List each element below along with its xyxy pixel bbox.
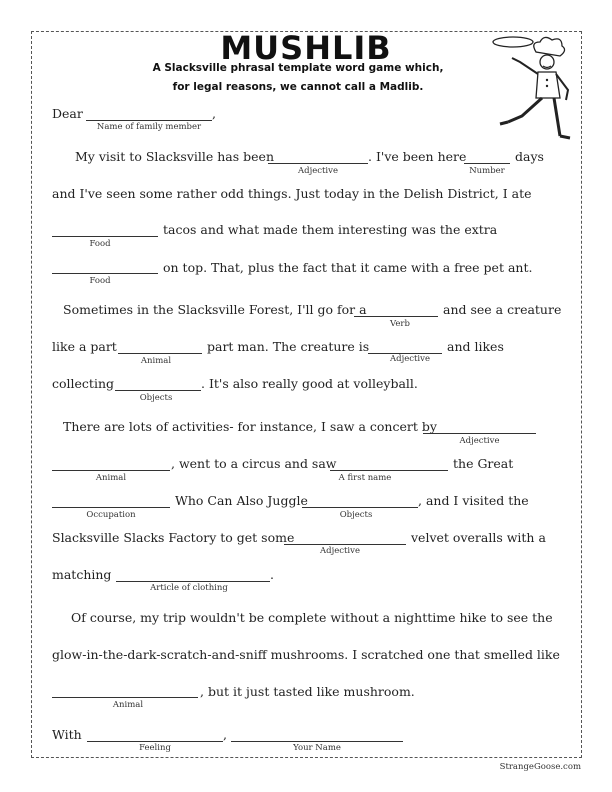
hint-clothing: Article of clothing — [150, 583, 228, 593]
text-like-a-part: like a part — [52, 339, 117, 354]
text-collecting: collecting — [52, 376, 114, 391]
text-volleyball: . It's also really good at volleyball. — [201, 376, 418, 391]
text-on-top: on top. That, plus the fact that it came with a free pet ant. — [163, 260, 533, 275]
page-title: MUSHLIB — [220, 29, 392, 67]
hint-animal-1: Animal — [140, 356, 172, 366]
text-glow: glow-in-the-dark-scratch-and-sniff mushrooms. I scratched one that smelled like — [52, 647, 560, 662]
hint-adjective-3: Adjective — [459, 436, 500, 446]
text-tasted: , but it just tasted like mushroom. — [200, 684, 415, 699]
text-visited: , and I visited the — [418, 493, 529, 508]
hint-your-name: Your Name — [293, 743, 341, 753]
text-of-course: Of course, my trip wouldn't be complete without a nighttime hike to see the — [71, 610, 553, 625]
blank-objects-2[interactable] — [302, 507, 418, 508]
text-days: days — [515, 149, 544, 164]
text-tacos: tacos and what made them interesting was the extra — [163, 222, 498, 237]
text-circus: , went to a circus and saw — [171, 456, 337, 471]
text-period: . — [270, 567, 274, 582]
blank-occupation[interactable] — [52, 507, 170, 508]
text-see-creature: and see a creature — [443, 302, 562, 317]
blank-verb[interactable] — [354, 316, 438, 317]
blank-adjective-3[interactable] — [423, 433, 536, 434]
text-visit: My visit to Slacksville has been — [75, 149, 274, 164]
text-and-likes: and likes — [447, 339, 504, 354]
blank-adjective-4[interactable] — [284, 544, 406, 545]
text-dear: Dear — [52, 106, 83, 121]
hint-objects-1: Objects — [139, 393, 173, 403]
hint-adjective-4: Adjective — [320, 546, 360, 556]
text-factory: Slacksville Slacks Factory to get some — [52, 530, 295, 545]
text-comma: , — [212, 106, 216, 121]
hint-objects-2: Objects — [339, 510, 373, 520]
blank-animal-1[interactable] — [118, 353, 202, 354]
hint-number: Number — [469, 166, 505, 176]
subtitle-line-1: A Slacksville phrasal template word game which, — [152, 62, 444, 74]
text-part-man: part man. The creature is — [207, 339, 370, 354]
hint-food-1: Food — [89, 239, 111, 249]
hint-animal-2: Animal — [95, 473, 127, 483]
text-been-here: . I've been here — [368, 149, 467, 164]
text-with: With — [52, 727, 82, 742]
text-velvet: velvet overalls with a — [411, 530, 546, 545]
text-odd-things: and I've seen some rather odd things. Just today in the Delish District, I ate — [52, 186, 532, 201]
hint-feeling: Feeling — [139, 743, 171, 753]
text-activities: There are lots of activities- for instance, I saw a concert by — [63, 419, 437, 434]
blank-number[interactable] — [464, 163, 510, 164]
footer-site-credit: StrangeGoose.com — [499, 762, 581, 772]
blank-feeling[interactable] — [87, 741, 223, 742]
text-forest: Sometimes in the Slacksville Forest, I'll go for a — [63, 302, 367, 317]
blank-animal-3[interactable] — [52, 697, 198, 698]
text-matching: matching — [52, 567, 112, 582]
text-the-great: the Great — [453, 456, 514, 471]
blank-clothing[interactable] — [116, 581, 270, 582]
hint-occupation: Occupation — [86, 510, 136, 520]
blank-food-1[interactable] — [52, 236, 158, 237]
hint-first-name: A first name — [338, 473, 392, 483]
chef-illustration-icon — [490, 34, 578, 142]
hint-food-2: Food — [89, 276, 111, 286]
blank-food-2[interactable] — [52, 273, 158, 274]
blank-objects-1[interactable] — [115, 390, 201, 391]
blank-family-member[interactable] — [86, 120, 212, 121]
blank-your-name[interactable] — [231, 741, 403, 742]
blank-animal-2[interactable] — [52, 470, 170, 471]
blank-first-name[interactable] — [330, 470, 448, 471]
hint-verb: Verb — [390, 319, 410, 329]
hint-adjective-2: Adjective — [390, 354, 430, 364]
blank-adjective-1[interactable] — [268, 163, 368, 164]
text-comma-2: , — [223, 727, 227, 742]
hint-animal-3: Animal — [112, 700, 144, 710]
text-juggle: Who Can Also Juggle — [175, 493, 308, 508]
subtitle-line-2: for legal reasons, we cannot call a Madlib. — [172, 81, 424, 93]
hint-family-member: Name of family member — [96, 122, 202, 132]
hint-adjective-1: Adjective — [298, 166, 338, 176]
